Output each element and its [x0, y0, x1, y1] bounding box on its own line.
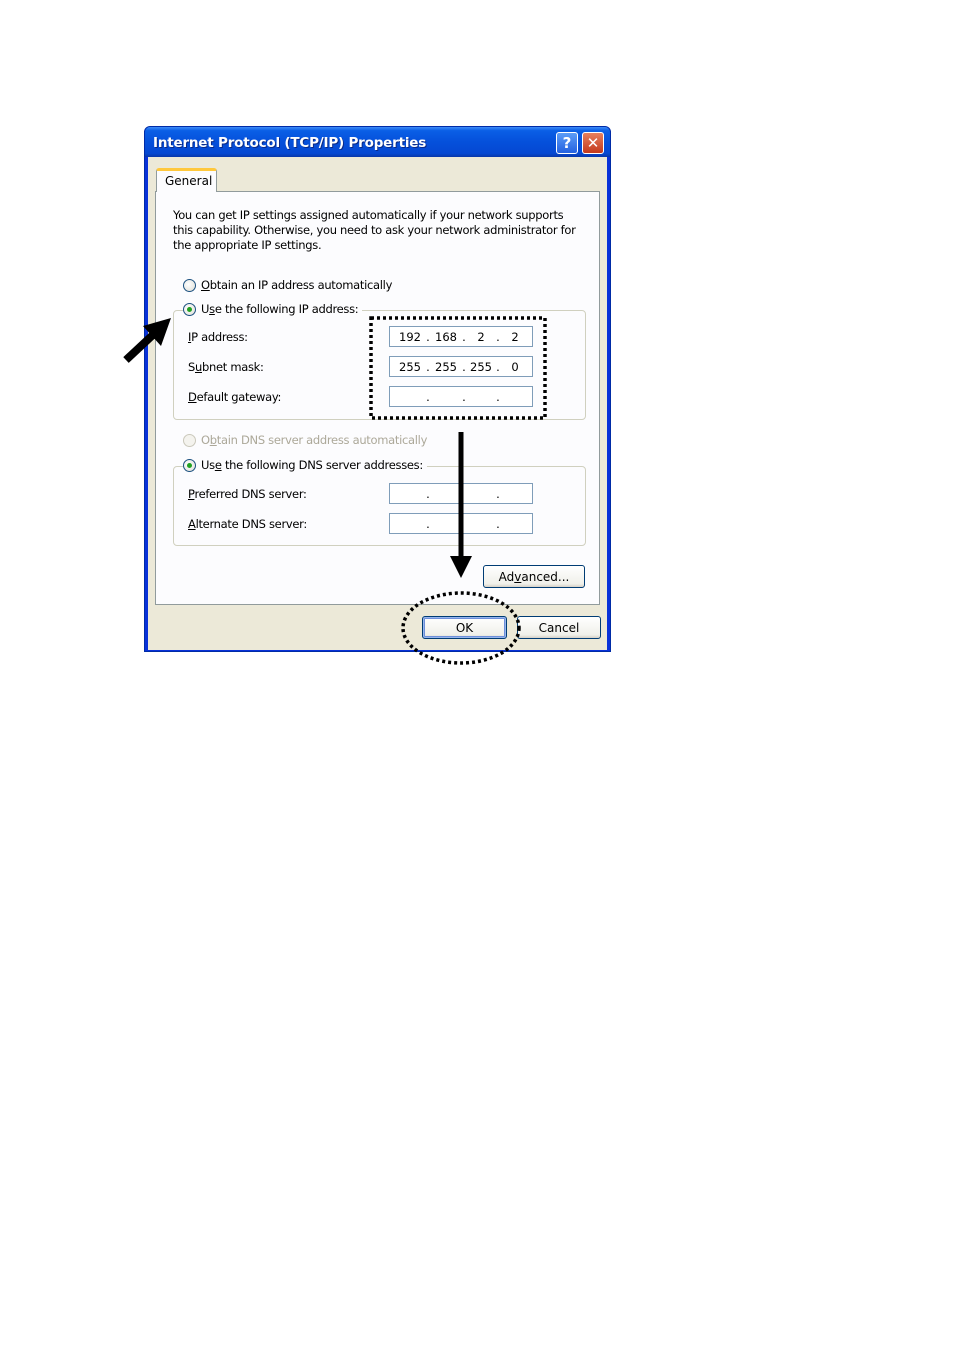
tab-general[interactable]: General: [156, 168, 217, 192]
radio-icon: [183, 279, 196, 292]
dot-separator: .: [426, 487, 430, 501]
ip-fields-highlight-box: [371, 318, 545, 418]
mask-octet-4: 0: [511, 360, 519, 374]
dot-separator: .: [496, 487, 500, 501]
obtain-ip-auto-radio[interactable]: [183, 278, 396, 292]
close-icon: ✕: [586, 134, 600, 152]
dot-separator: .: [462, 360, 466, 374]
ip-octet-1: 192: [399, 330, 421, 344]
radio-checked-icon: [183, 459, 196, 472]
dot-separator: .: [496, 330, 500, 344]
obtain-dns-auto-radio[interactable]: [183, 433, 431, 447]
mask-octet-1: 255: [399, 360, 421, 374]
ip-octet-4: 2: [511, 330, 519, 344]
use-following-ip-label: Use the following IP address:: [201, 302, 359, 316]
obtain-ip-auto-label: Obtain an IP address automatically: [201, 278, 393, 292]
ip-octet-3: 2: [477, 330, 485, 344]
dot-separator: .: [496, 390, 500, 404]
description-text: You can get IP settings assigned automatically if your network supports this capability. Otherwise, you need to ask your network administrator for the appropriate IP settings.: [173, 208, 576, 252]
ok-button-highlight-ellipse: [403, 593, 519, 663]
subnet-mask-label: Subnet mask:: [188, 360, 264, 374]
ok-button[interactable]: OK: [422, 616, 507, 639]
dot-separator: .: [462, 390, 466, 404]
obtain-dns-auto-label: Obtain DNS server address automatically: [201, 433, 428, 447]
dot-separator: .: [426, 390, 430, 404]
mask-octet-3: 255: [470, 360, 492, 374]
dot-separator: .: [496, 517, 500, 531]
cancel-button[interactable]: Cancel: [517, 616, 601, 639]
dot-separator: .: [426, 330, 430, 344]
preferred-dns-label: Preferred DNS server:: [188, 487, 307, 501]
default-gateway-label: Default gateway:: [188, 390, 282, 404]
mask-octet-2: 255: [435, 360, 457, 374]
radio-disabled-icon: [183, 434, 196, 447]
ip-address-label: IP address:: [188, 330, 248, 344]
use-following-dns-radio[interactable]: [183, 458, 427, 472]
ip-octet-2: 168: [435, 330, 457, 344]
dot-separator: .: [426, 517, 430, 531]
radio-checked-icon: [183, 303, 196, 316]
dot-separator: .: [496, 360, 500, 374]
dot-separator: .: [462, 330, 466, 344]
use-following-dns-label: Use the following DNS server addresses:: [201, 458, 423, 472]
use-following-ip-radio[interactable]: [183, 302, 362, 316]
alternate-dns-label: Alternate DNS server:: [188, 517, 307, 531]
window-title: Internet Protocol (TCP/IP) Properties: [153, 135, 427, 151]
help-icon: ?: [562, 134, 572, 152]
pointer-arrow-shaft: [126, 332, 156, 360]
advanced-button-label: Advanced...: [498, 569, 570, 584]
dot-separator: .: [426, 360, 430, 374]
down-arrow-icon: [450, 556, 472, 578]
